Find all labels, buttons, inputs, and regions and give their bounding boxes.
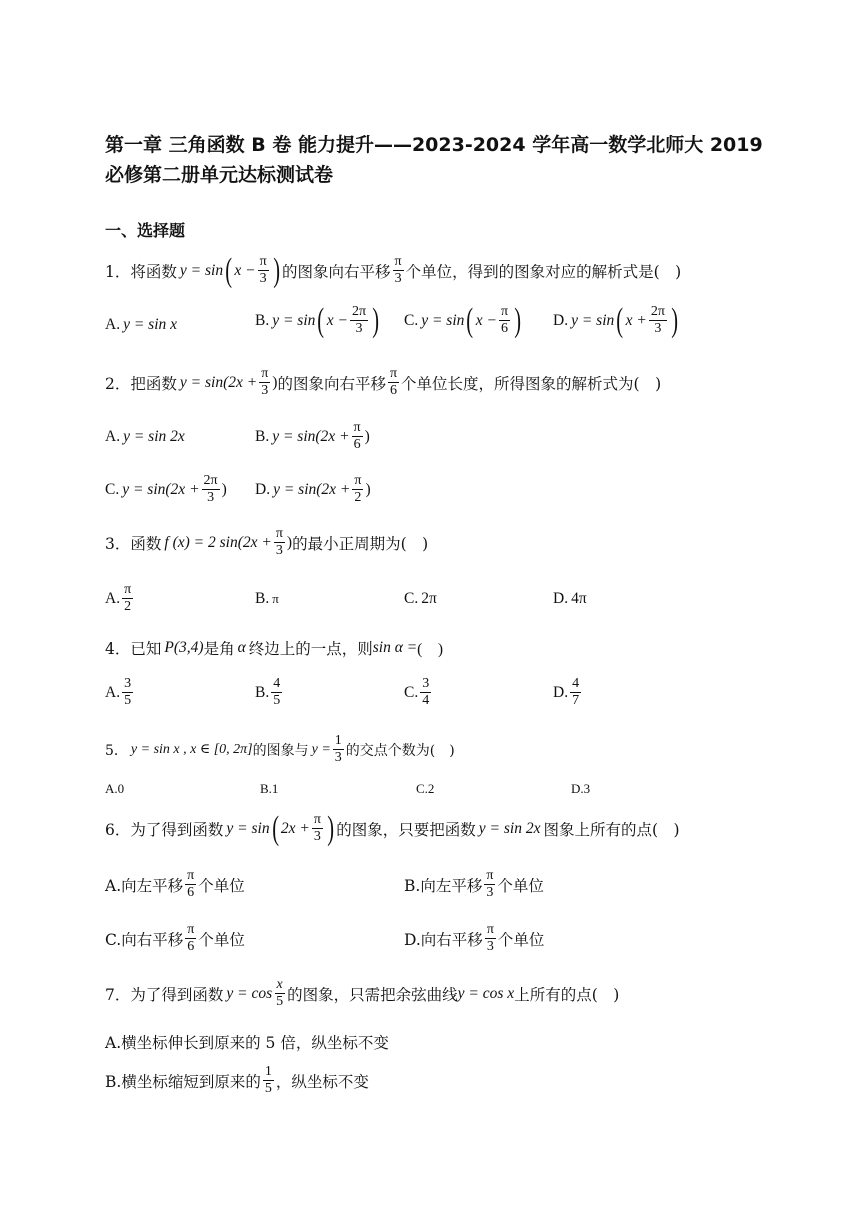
- option-d: D.向右平移 $\frac{\pi}{3}$ 个单位: [404, 922, 545, 954]
- page-title: 第一章 三角函数 B 卷 能力提升——2023-2024 学年高一数学北师大 2019 必修第二册单元达标测试卷: [105, 134, 763, 186]
- option-a: A.向左平移 $\frac{\pi}{6}$ 个单位: [105, 868, 245, 900]
- option-c: C. y = sin(2x + $\frac{2\pi}{3}$ ): [105, 473, 227, 505]
- fraction: $\frac{\pi}{3}$: [394, 254, 402, 286]
- option-c: C. $\frac{3}{4}$: [404, 676, 430, 708]
- question-2: 2． 把函数 y = sin(2x + $\frac{\pi}{3}$ ) 的图象向右平移 $\frac{\pi}{6}$ 个单位长度，所得图象的解析式为( ): [105, 366, 662, 398]
- question-5: 5． y = sin x , x ∈ [0, 2π] 的图象与 y = $\frac{1}{3}$ 的交点个数为( ): [105, 733, 455, 765]
- option-c: C.2: [416, 781, 435, 796]
- question-text: 将函数: [130, 262, 177, 281]
- option-b: B. $\frac{4}{5}$: [255, 676, 281, 708]
- question-text: 个单位，得到的图象对应的解析式是( ): [405, 262, 682, 281]
- question-7: 7． 为了得到函数 y = cos $\frac{x}{5}$ 的图象，只需把余弦曲线 y = cos x 上所有的点( ): [105, 977, 620, 1009]
- question-text: 的图象向右平移: [282, 262, 391, 281]
- question-4: 4． 已知 P(3,4) 是角 α 终边上的一点，则 sin α = ( ): [105, 639, 443, 658]
- option-d: D. y = sin(2x + $\frac{\pi}{2}$ ): [255, 473, 371, 505]
- option-c: C. y = sin ( x − $\frac{\pi}{6}$ ): [404, 301, 522, 339]
- question-3: 3． 函数 f (x) = 2 sin(2x + $\frac{\pi}{3}$ ) 的最小正周期为( ): [105, 526, 429, 558]
- option-d: D. $\frac{4}{7}$: [553, 676, 580, 708]
- option-d: D. 4π: [553, 590, 587, 607]
- section-heading: 一、选择题: [105, 221, 186, 240]
- question-6: 6． 为了得到函数 y = sin ( 2x + $\frac{\pi}{3}$ ) 的图象，只要把函数 y = sin 2x 图象上所有的点( ): [105, 809, 680, 847]
- option-a: A. y = sin x: [105, 316, 178, 333]
- math-expr: y = sin: [179, 261, 224, 279]
- option-a: A. y = sin 2x: [105, 428, 185, 445]
- left-paren: (: [225, 251, 233, 289]
- option-b: B. y = sin ( x − $\frac{2\pi}{3}$ ): [255, 301, 380, 339]
- option-a: A.横坐标伸长到原来的 5 倍，纵坐标不变: [105, 1034, 389, 1052]
- option-b: B.向左平移 $\frac{\pi}{3}$ 个单位: [404, 868, 544, 900]
- option-a: A. $\frac{\pi}{2}$: [105, 582, 132, 614]
- question-1: [105, 251, 682, 289]
- option-b: B. y = sin(2x + $\frac{\pi}{6}$ ): [255, 420, 370, 452]
- fraction: $\frac{\pi}{3}$: [259, 254, 267, 286]
- option-a: A. $\frac{3}{5}$: [105, 676, 132, 708]
- option-b: B.横坐标缩短到原来的 $\frac{1}{5}$ ，纵坐标不变: [105, 1064, 369, 1096]
- option-b: B. π: [255, 590, 279, 607]
- option-d: D. y = sin ( x + $\frac{2\pi}{3}$ ): [553, 301, 678, 339]
- option-c: C. 2π: [404, 590, 437, 607]
- option-d: D.3: [571, 781, 591, 796]
- option-c: C.向右平移 $\frac{\pi}{6}$ 个单位: [105, 922, 245, 954]
- right-paren: ): [272, 251, 280, 289]
- math-expr: x −: [234, 261, 256, 279]
- question-number: 1．: [105, 262, 131, 281]
- option-a: A.0: [105, 781, 125, 796]
- option-b: B.1: [260, 781, 279, 796]
